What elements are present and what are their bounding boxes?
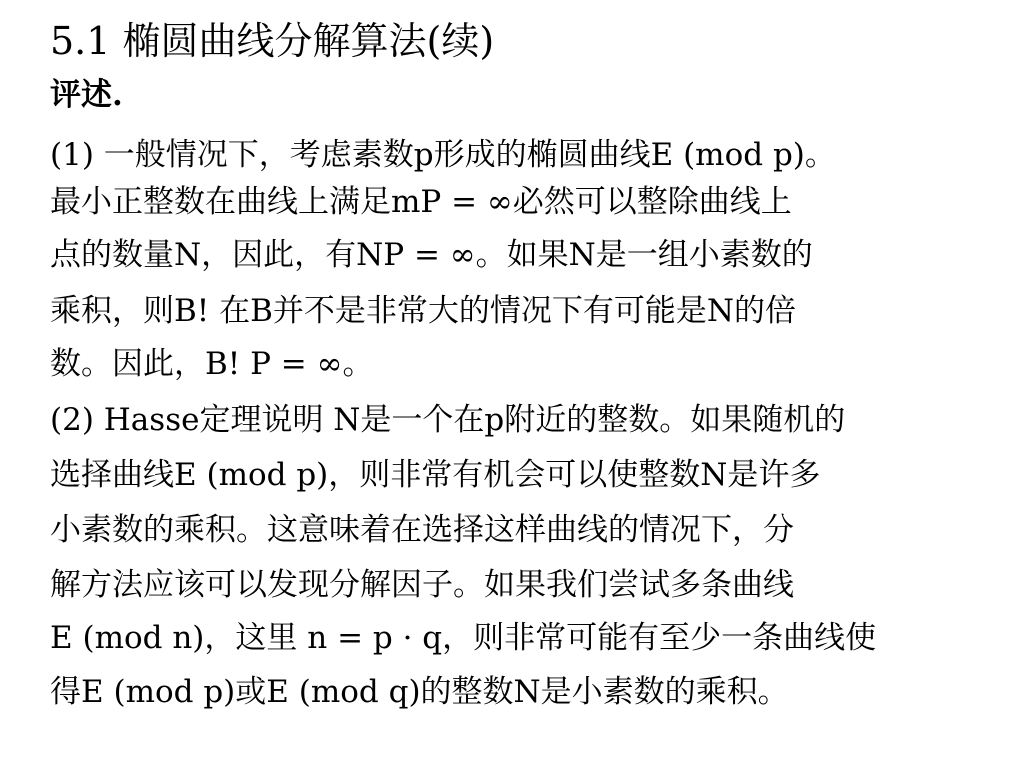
section-heading: 评述. [50,77,123,113]
body-line-8: 小素数的乘积。这意味着在选择这样曲线的情况下，分 [50,512,794,548]
body-line-10: E (mod n)，这里 n = p · q，则非常可能有至少一条曲线使 [50,620,877,656]
body-line-2: 最小正整数在曲线上满足mP = ∞必然可以整除曲线上 [50,184,792,220]
body-line-9: 解方法应该可以发现分解因子。如果我们尝试多条曲线 [50,567,794,603]
body-line-6: (2) Hasse定理说明 N是一个在p附近的整数。如果随机的 [50,402,846,438]
body-line-4: 乘积，则B! 在B并不是非常大的情况下有可能是N的倍 [50,293,796,329]
body-line-7: 选择曲线E (mod p)，则非常有机会可以使整数N是许多 [50,457,821,493]
slide-title: 5.1 椭圆曲线分解算法(续) [50,19,495,63]
body-line-3: 点的数量N，因此，有NP = ∞。如果N是一组小素数的 [50,237,813,273]
body-line-1: (1) 一般情况下，考虑素数p形成的椭圆曲线E (mod p)。 [50,137,836,173]
body-line-5: 数。因此，B! P = ∞。 [50,346,374,382]
body-line-11: 得E (mod p)或E (mod q)的整数N是小素数的乘积。 [50,674,789,710]
